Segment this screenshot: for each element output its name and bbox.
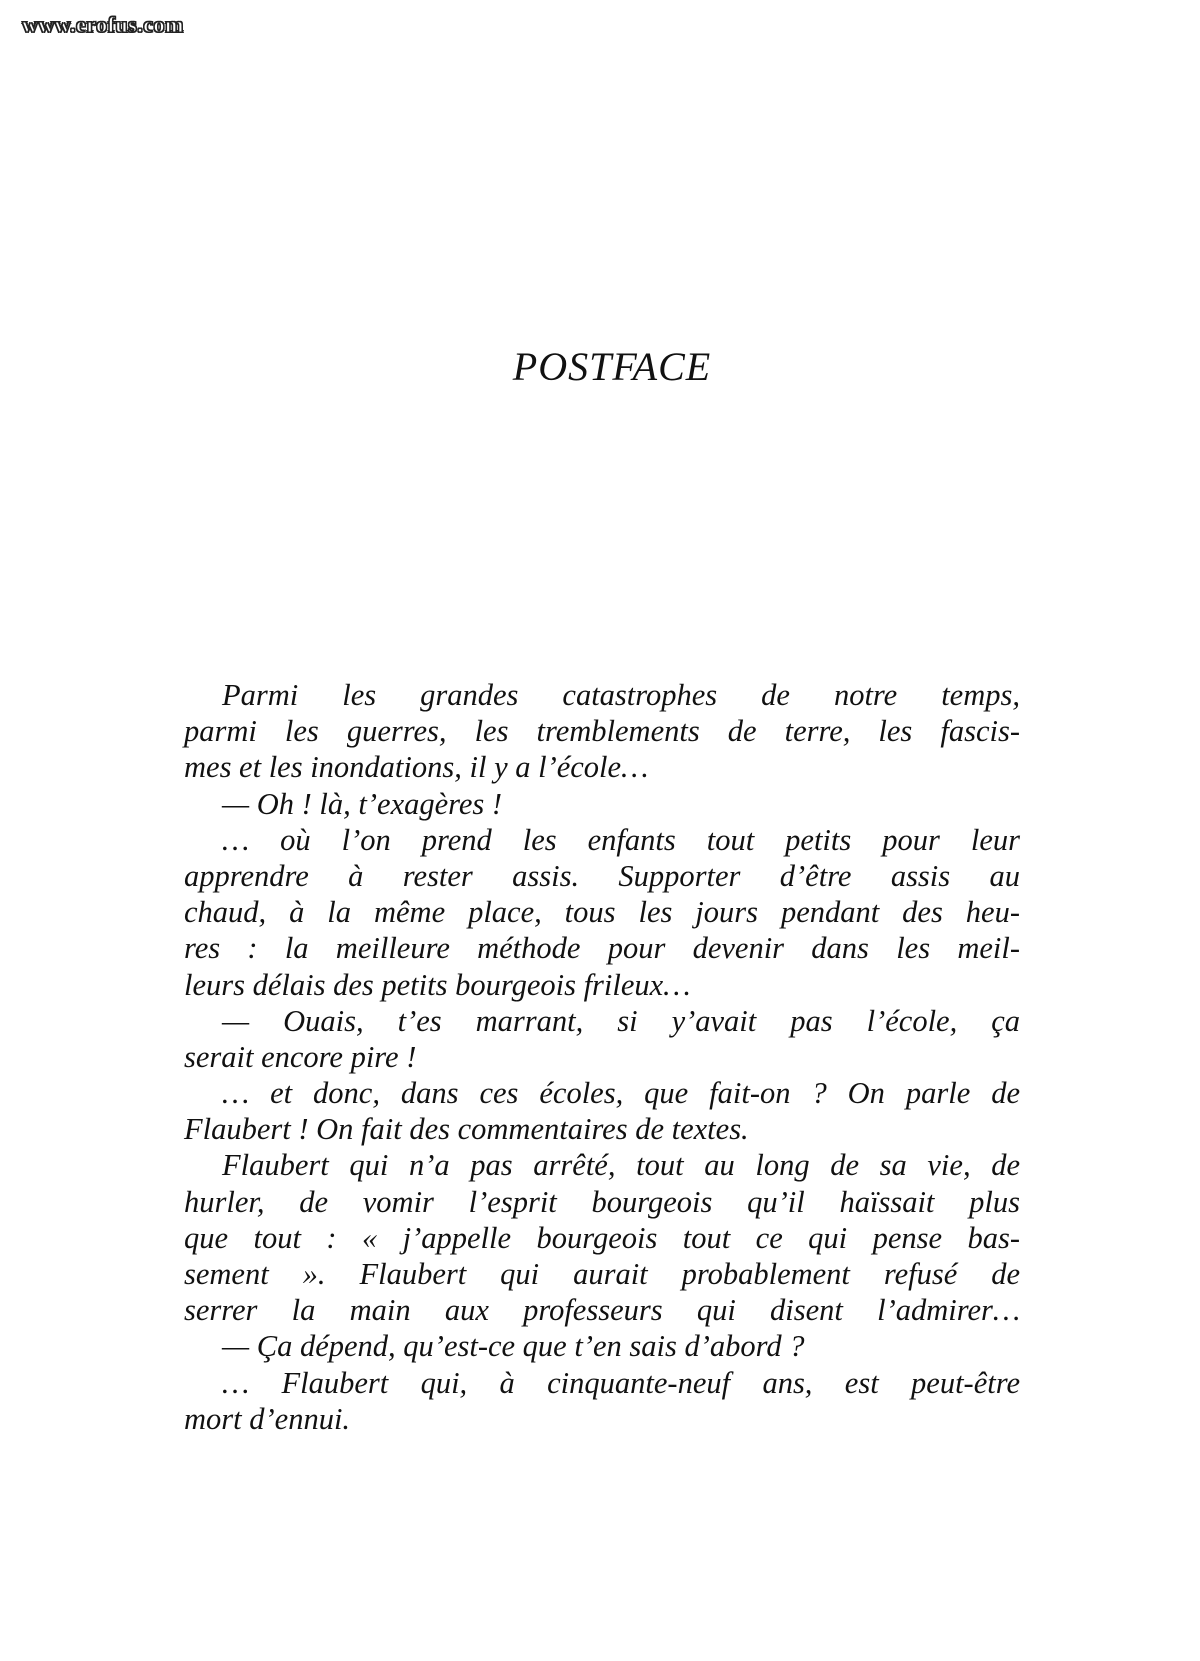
text-line: mort d’ennui.: [184, 1401, 351, 1436]
page-title: POSTFACE: [512, 344, 712, 389]
text-line: Parmi les grandes catastrophes de notre temps,: [222, 678, 1020, 712]
text-line: … et donc, dans ces écoles, que fait-on ? On parle de: [222, 1076, 1020, 1111]
text-line: parmi les guerres, les tremblements de terre, les fascis-: [184, 714, 1020, 749]
body-text: [184, 677, 1020, 1437]
text-line: sement ». Flaubert qui aurait probablement refusé de: [184, 1257, 1020, 1291]
text-line: serrer la main aux professeurs qui disent l’admirer…: [184, 1293, 1020, 1328]
text-line: … où l’on prend les enfants tout petits pour leur: [222, 822, 1020, 857]
watermark: www.erofus.com: [22, 12, 184, 37]
text-line: Flaubert ! On fait des commentaires de textes.: [184, 1112, 749, 1147]
text-line: leurs délais des petits bourgeois frileux…: [184, 967, 691, 1002]
text-line: res : la meilleure méthode pour devenir dans les meil-: [184, 931, 1020, 966]
text-line: que tout : « j’appelle bourgeois tout ce qui pense bas-: [184, 1220, 1020, 1255]
text-line: — Ouais, t’es marrant, si y’avait pas l’école, ça: [222, 1003, 1020, 1038]
text-line: serait encore pire !: [184, 1039, 417, 1074]
text-line: mes et les inondations, il y a l’école…: [184, 750, 649, 785]
text-line: — Ça dépend, qu’est-ce que t’en sais d’abord ?: [222, 1329, 805, 1364]
text-line: — Oh ! là, t’exagères !: [222, 786, 503, 821]
text-line: hurler, de vomir l’esprit bourgeois qu’il haïssait plus: [184, 1184, 1020, 1219]
text-line: Flaubert qui n’a pas arrêté, tout au long de sa vie, de: [222, 1148, 1020, 1183]
text-line: chaud, à la même place, tous les jours pendant des heu-: [184, 895, 1020, 930]
text-line: … Flaubert qui, à cinquante-neuf ans, est peut-être: [222, 1365, 1020, 1400]
text-line: apprendre à rester assis. Supporter d’être assis au: [184, 858, 1020, 893]
